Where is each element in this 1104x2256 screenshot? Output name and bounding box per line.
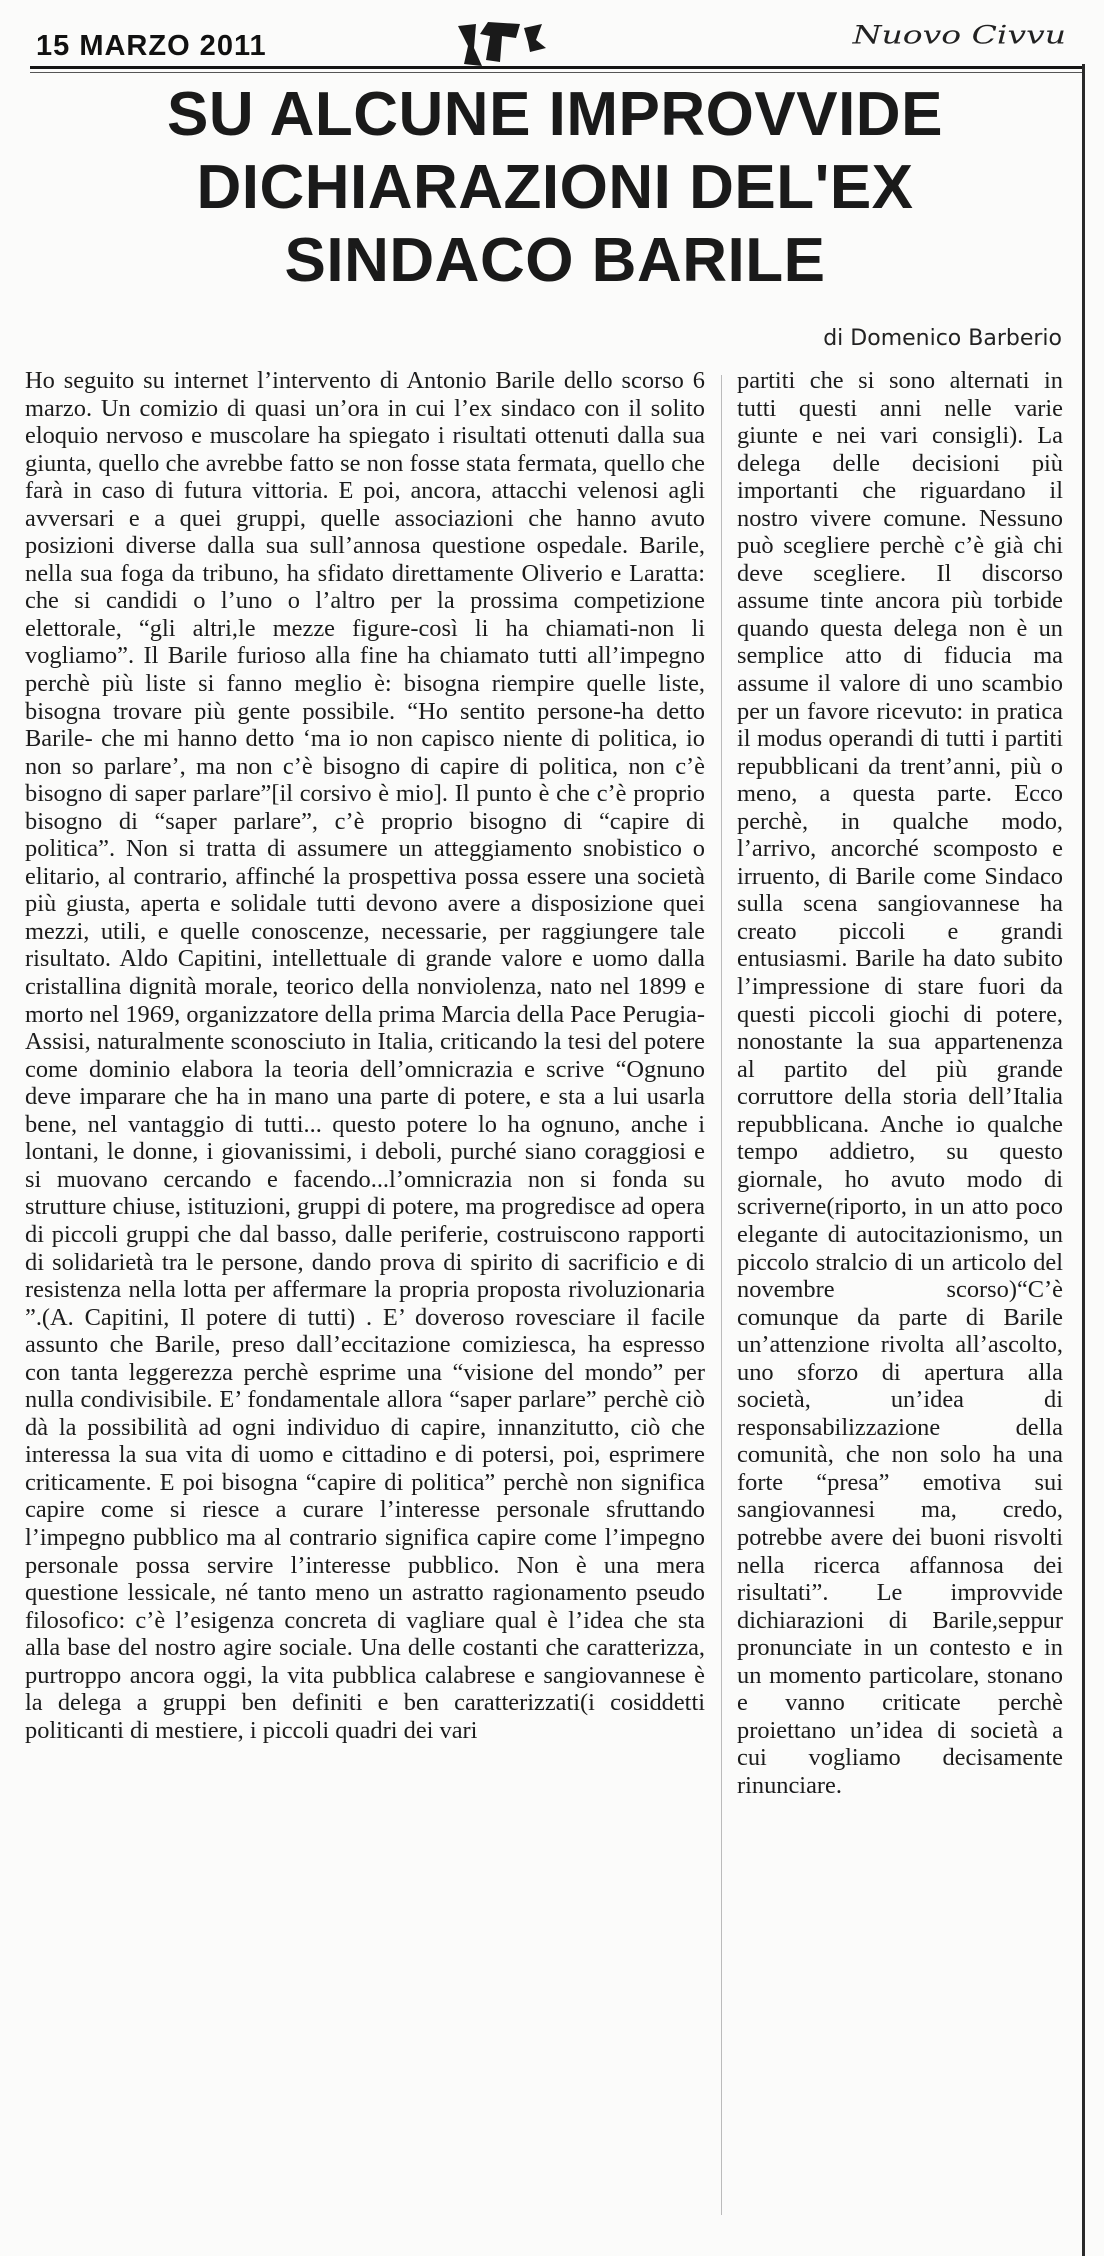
headline-line-2: DICHIARAZIONI DEL'EX xyxy=(196,153,914,222)
headline-line-3: SINDACO BARILE xyxy=(284,226,826,295)
newspaper-name: Nuovo Civvu xyxy=(852,20,1066,50)
article-column-left xyxy=(25,367,705,1744)
article-headline xyxy=(40,78,1070,297)
headline-line-1: SU ALCUNE IMPROVVIDE xyxy=(167,80,943,149)
column-divider xyxy=(721,375,722,2215)
article-text-right: partiti che si sono alternati in tutti questi anni nelle varie giunte e nei vari consigli). La delega delle decisioni più importanti che riguardano il nostro vivere comune. Nessuno può scegliere perchè c’è già chi deve scegliere. Il discorso assume tinte ancora più torbide quando questa delega non è un semplice atto di fiducia ma assume il valore di uno scambio per un favore ricevuto: in pratica il modus operandi di tutti i partiti repubblicani da trent’anni, più o meno, a questa parte. Ecco perchè, in qualche modo, l’arrivo, ancorché scomposto e irruento, di Barile come Sindaco sulla scena sangiovannese ha creato piccoli e grandi entusiasmi. Barile ha dato subito l’impressione di stare fuori da questi piccoli giochi di potere, nonostante la sua appartenenza al partito del più grande corruttore della storia dell’Italia repubblicana. Anche io qualche tempo addietro, su questo giornale, ho avuto modo di scriverne(riporto, in un atto poco elegante di autocitazionismo, un piccolo stralcio di un articolo del novembre scorso)“C’è comunque da parte di Barile un’attenzione rivolta all’ascolto, uno sforzo di apertura alla società, un’idea di responsabilizzazione della comunità, che non solo ha una forte “presa” emotiva sui sangiovannesi ma, credo, potrebbe avere dei buoni risvolti nella ricerca affannosa dei risultati”. Le improvvide dichiarazioni di Barile,seppur pronunciate in un contesto e in un momento particolare, stonano e vanno criticate perchè proiettano un’idea di società a cui vogliamo decisamente rinunciare. xyxy=(737,367,1063,1799)
article-text-left: Ho seguito su internet l’intervento di Antonio Barile dello scorso 6 marzo. Un comizio di quasi un’ora in cui l’ex sindaco con il solito eloquio nervoso e muscolare ha spiegato i risultati ottenuti dalla sua giunta, quello che avrebbe fatto se non fosse stata fermata, quello che farà in caso di futura vittoria. E poi, ancora, attacchi velenosi agli avversari e a quei gruppi, quelle associazioni che hanno avuto posizioni diverse dalla sua sull’annosa questione ospedale. Barile, nella sua foga da tribuno, ha sfidato direttamente Oliverio e Laratta: che si candidi o l’uno o l’altro per la prossima competizione elettorale, “gli altri,le mezze figure-così li ha chiamati-non li vogliamo”. Il Barile furioso alla fine ha chiamato tutti all’impegno perchè più liste si fanno meglio è: bisogna riempire quelle liste, bisogna trovare più gente possibile. “Ho sentito persone-ha detto Barile- che mi hanno detto ‘ma io non capisco niente di politica, io non so parlare’, ma non c’è bisogno di capire di politica, non c’è bisogno di saper parlare”[il corsivo è mio]. Il punto è che c’è proprio bisogno di “saper parlare”, c’è proprio bisogno di “capire di politica”. Non si tratta di assumere un atteggiamento snobistico o elitario, al contrario, affinché la prospettiva possa essere una società più giusta, aperta e solidale tutti devono avere a disposizione quei mezzi, utili, e quelle conoscenze, necessarie, per raggiungere tale risultato. Aldo Capitini, intellettuale di grande valore e uomo dalla cristallina dignità morale, teorico della nonviolenza, nato nel 1899 e morto nel 1969, organizzatore della prima Marcia della Pace Perugia-Assisi, naturalmente sconosciuto in Italia, criticando la tesi del potere come dominio elabora la teoria dell’omnicrazia e scrive “Ognuno deve imparare che ha in mano una parte di potere, e sta a lui usarla bene, nel vantaggio di tutti... questo potere lo ha ognuno, anche i lontani, le donne, i giovanissimi, i deboli, purché siano coraggiosi e si muovano cercando e facendo...l’omnicrazia non si fonda su strutture chiuse, istituzioni, gruppi di potere, ma progredisce ad opera di piccoli gruppi che dal basso, dalle periferie, costruiscono rapporti di solidarietà tra le persone, dando prova di spirito di sacrificio e di resistenza nella lotta per affermare la propria proposta rivoluzionaria ”.(A. Capitini, Il potere di tutti) . E’ doveroso rovesciare il facile assunto che Barile, preso dall’eccitazione comiziesca, ha espresso con tanta leggerezza perchè esprime una “visione del mondo” per nulla condivisibile. E’ fondamentale allora “saper parlare” perchè ciò dà la possibilità ad ogni individuo di capire, innanzitutto, ciò che interessa la sua vita di uomo e cittadino e di potersi, poi, esprimere criticamente. E poi bisogna “capire di politica” perchè non significa capire come si riesce a curare l’interesse personale sfruttando l’impegno pubblico ma al contrario significa capire come l’impegno personale possa servire l’interesse pubblico. Non è una mera questione lessicale, né tanto meno un astratto ragionamento pseudo filosofico: c’è l’esigenza concreta di vagliare qual è l’idea che sta alla base del nostro agire sociale. Una delle costanti che caratterizza, purtroppo ancora oggi, la vita pubblica calabrese e sangiovannese è la delega a gruppi ben definiti e ben caratterizzati(i cosiddetti politicanti di mestiere, i piccoli quadri dei vari xyxy=(25,367,705,1744)
article-byline: di Domenico Barberio xyxy=(823,326,1062,351)
issue-date: 15 MARZO 2011 xyxy=(36,30,267,62)
article-column-right xyxy=(737,367,1063,1799)
header-rule xyxy=(30,66,1085,69)
page-border-right xyxy=(1082,64,1085,2256)
newspaper-logo-mark xyxy=(450,18,605,68)
header-rule-thin xyxy=(30,72,1085,73)
masthead xyxy=(30,18,1080,70)
